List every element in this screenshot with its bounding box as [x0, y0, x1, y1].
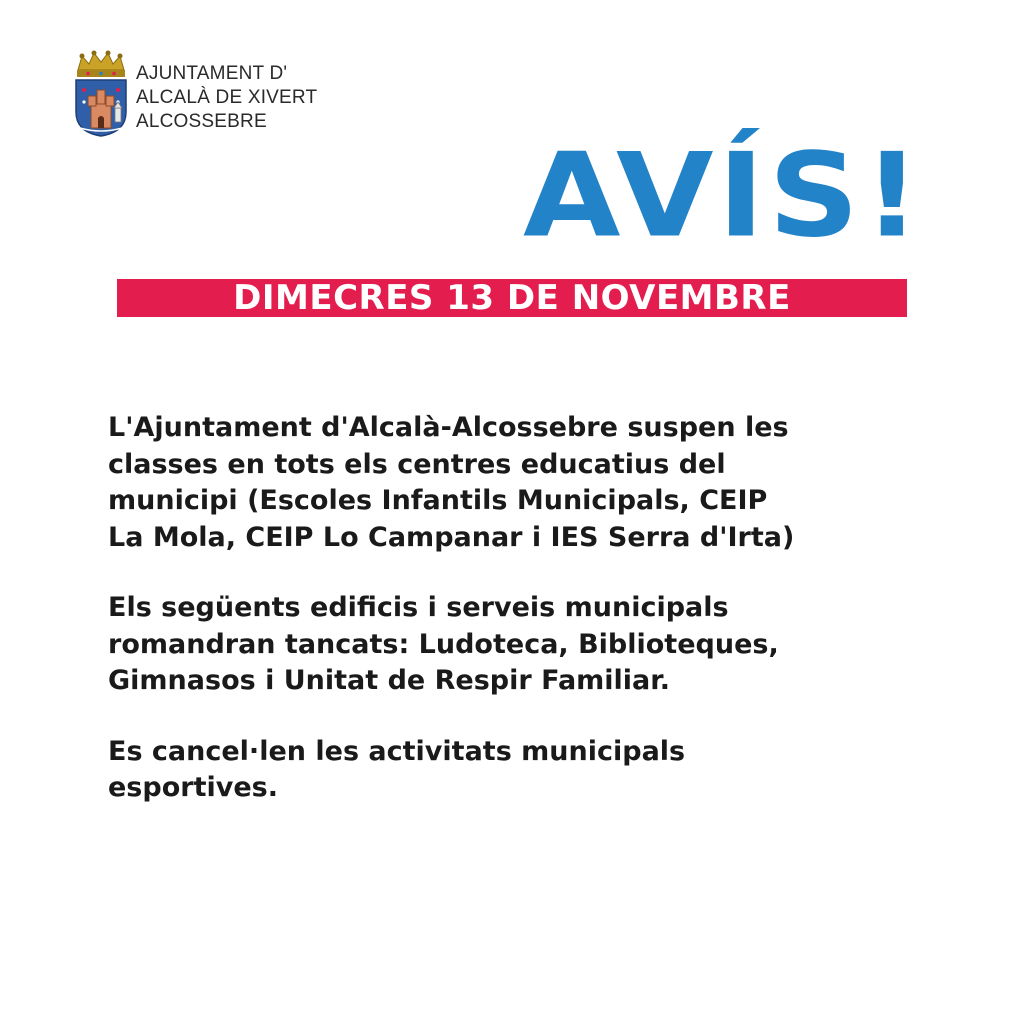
paragraph-line: Els següents edificis i serveis municipals [108, 592, 729, 623]
paragraph-line: classes en tots els centres educatius del [108, 448, 726, 480]
notice-title: AVÍS! [523, 127, 925, 263]
date-banner [117, 279, 907, 317]
paragraph-line: La Mola, CEIP Lo Campanar i IES Serra d'Irta) [108, 521, 795, 553]
paragraph-line: romandran tancats: Ludoteca, Biblioteques, [108, 628, 779, 660]
paragraph-line: L'Ajuntament d'Alcalà-Alcossebre suspen les [108, 412, 789, 443]
notice-date: DIMECRES 13 DE NOVEMBRE [233, 278, 791, 318]
logo-line-1: AJUNTAMENT D' [136, 63, 288, 84]
paragraph-line: Gimnasos i Unitat de Respir Familiar. [108, 665, 671, 696]
municipal-logo [72, 50, 317, 138]
paragraph-schools [108, 410, 928, 556]
paragraph-line: Es cancel·len les activitats municipals [108, 735, 686, 767]
logo-line-2: ALCALÀ DE XIVERT [136, 87, 318, 108]
notice-body [108, 410, 928, 841]
logo-text [136, 62, 317, 134]
paragraph-buildings [108, 590, 928, 700]
municipal-crest-icon [72, 50, 130, 138]
paragraph-line: esportives. [108, 772, 278, 803]
paragraph-line: municipi (Escoles Infantils Municipals, CEIP [108, 485, 768, 516]
paragraph-activities [108, 734, 928, 807]
logo-line-3: ALCOSSEBRE [136, 111, 267, 132]
